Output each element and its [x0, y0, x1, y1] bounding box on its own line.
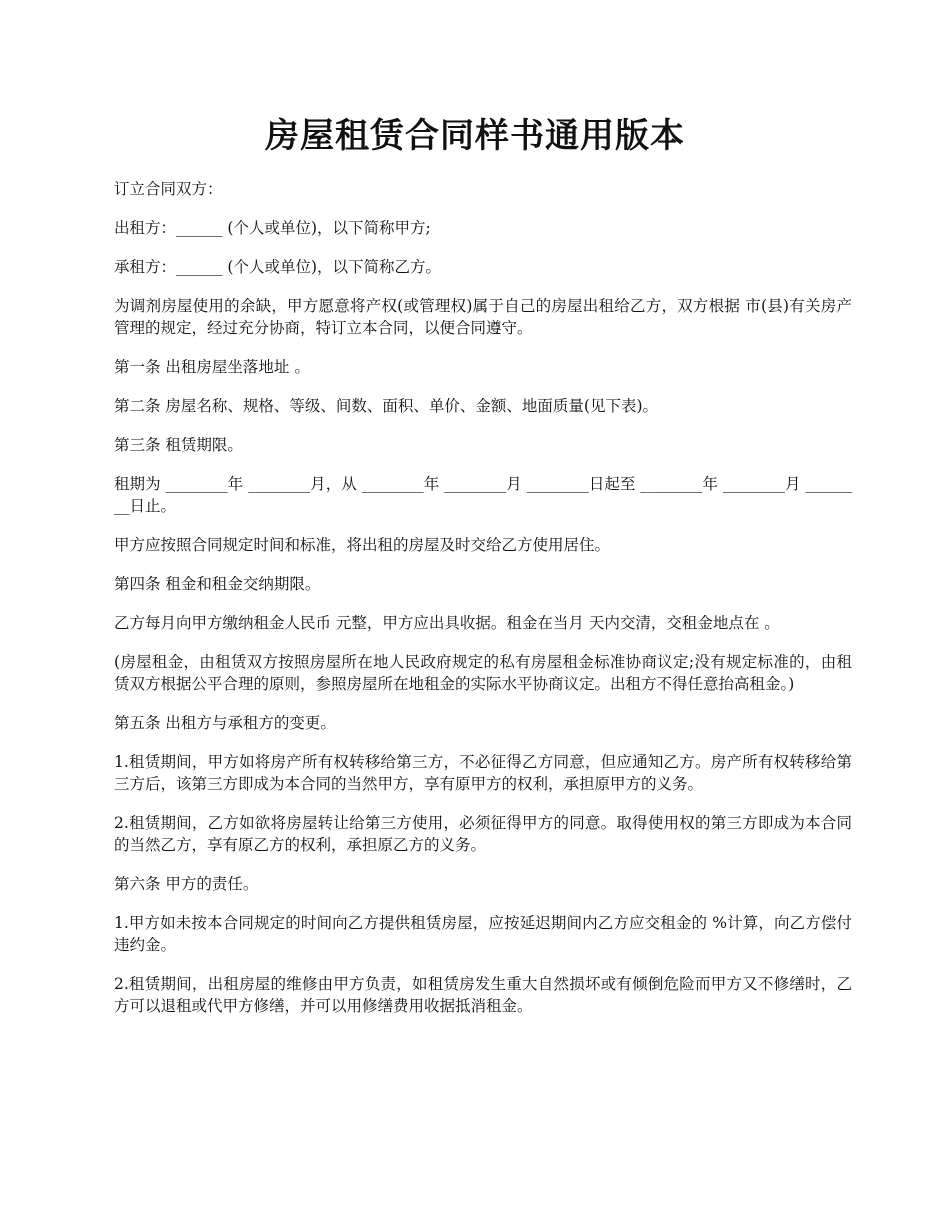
paragraph-lessee: 承租方：______ (个人或单位)，以下简称乙方。: [114, 258, 442, 276]
paragraph-preamble: 为调剂房屋使用的余缺，甲方愿意将产权(或管理权)属于自己的房屋出租给乙方，双方根据 市(县)有关房产管理的规定，经过充分协商，特订立本合同，以便合同遵守。: [114, 297, 852, 337]
paragraph-article-5: 第五条 出租方与承租方的变更。: [114, 714, 336, 732]
paragraph-article-6-item-2: 2.租赁期间，出租房屋的维修由甲方负责，如租赁房发生重大自然损坏或有倾倒危险而甲方又不修缮时，乙方可以退租或代甲方修缮，并可以用修缮费用收据抵消租金。: [114, 975, 852, 1015]
paragraph-article-1: 第一条 出租房屋坐落地址 。: [114, 358, 310, 376]
paragraph-article-5-item-2: 2.租赁期间，乙方如欲将房屋转让给第三方使用，必须征得甲方的同意。取得使用权的第三方即成为本合同的当然乙方，享有原乙方的权利，承担原乙方的义务。: [114, 814, 852, 854]
document-title: 房屋租赁合同样书通用版本: [265, 116, 685, 156]
paragraph-article-3: 第三条 租赁期限。: [114, 436, 243, 454]
paragraph-article-4: 第四条 租金和租金交纳期限。: [114, 575, 321, 593]
paragraph-parties-intro: 订立合同双方：: [114, 180, 223, 198]
paragraph-article-6-item-1: 1.甲方如未按本合同规定的时间向乙方提供租赁房屋，应按延迟期间内乙方应交租金的 %计算，向乙方偿付违约金。: [114, 914, 852, 954]
paragraph-lease-term: 租期为 ________年 ________月，从 ________年 ________月 ________日起至 ________年 ________月 ________日止。: [114, 475, 852, 515]
paragraph-article-5-item-1: 1.租赁期间，甲方如将房产所有权转移给第三方，不必征得乙方同意，但应通知乙方。房产所有权转移给第三方后，该第三方即成为本合同的当然甲方，享有原甲方的权利，承担原甲方的义务。: [114, 753, 852, 793]
paragraph-lessor: 出租方：______ (个人或单位)，以下简称甲方;: [114, 219, 431, 237]
paragraph-handover: 甲方应按照合同规定时间和标准，将出租的房屋及时交给乙方使用居住。: [114, 536, 611, 554]
paragraph-article-2: 第二条 房屋名称、规格、等级、间数、面积、单价、金额、地面质量(见下表)。: [114, 397, 659, 415]
document-body: [114, 178, 852, 1034]
paragraph-article-6: 第六条 甲方的责任。: [114, 875, 259, 893]
paragraph-rent-payment: 乙方每月向甲方缴纳租金人民币 元整，甲方应出具收据。租金在当月 天内交清，交租金地点在 。: [114, 614, 780, 632]
paragraph-rent-note: (房屋租金，由租赁双方按照房屋所在地人民政府规定的私有房屋租金标准协商议定;没有规定标准的，由租赁双方根据公平合理的原则，参照房屋所在地租金的实际水平协商议定。出租方不得任意抬高租金。): [114, 653, 852, 693]
